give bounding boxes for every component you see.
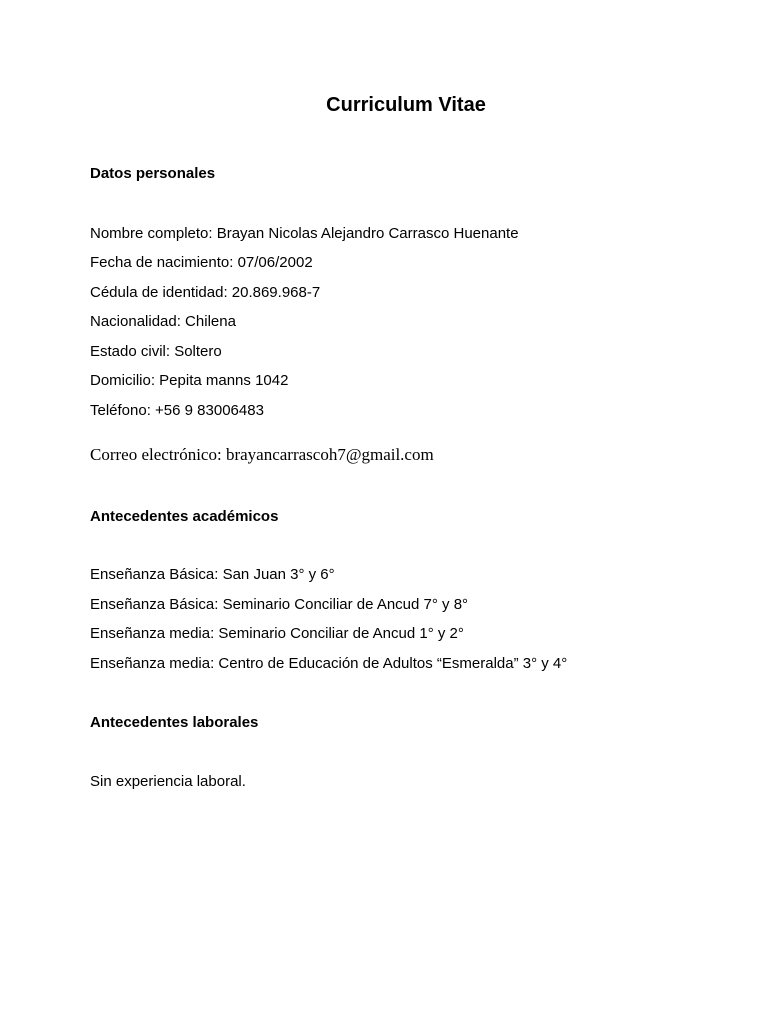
full-name-line: Nombre completo: Brayan Nicolas Alejandro Carrasco Huenante [90, 225, 519, 242]
academic-item: Enseñanza media: Centro de Educación de Adultos “Esmeralda” 3° y 4° [90, 655, 568, 672]
id-card-line: Cédula de identidad: 20.869.968-7 [90, 284, 321, 301]
birth-date-line: Fecha de nacimiento: 07/06/2002 [90, 254, 313, 271]
work-experience-line: Sin experiencia laboral. [90, 773, 246, 790]
academic-item: Enseñanza Básica: Seminario Conciliar de Ancud 7° y 8° [90, 596, 469, 613]
email-line: Correo electrónico: brayancarrascoh7@gmail.com [90, 445, 434, 464]
page-title: Curriculum Vitae [326, 94, 486, 116]
section-heading-academic: Antecedentes académicos [90, 508, 279, 525]
marital-status-line: Estado civil: Soltero [90, 343, 222, 360]
phone-line: Teléfono: +56 9 83006483 [90, 402, 264, 419]
nationality-line: Nacionalidad: Chilena [90, 313, 236, 330]
section-heading-personal: Datos personales [90, 165, 216, 182]
academic-item: Enseñanza media: Seminario Conciliar de Ancud 1° y 2° [90, 625, 464, 642]
section-heading-work: Antecedentes laborales [90, 714, 259, 731]
address-line: Domicilio: Pepita manns 1042 [90, 372, 289, 389]
academic-item: Enseñanza Básica: San Juan 3° y 6° [90, 566, 335, 583]
